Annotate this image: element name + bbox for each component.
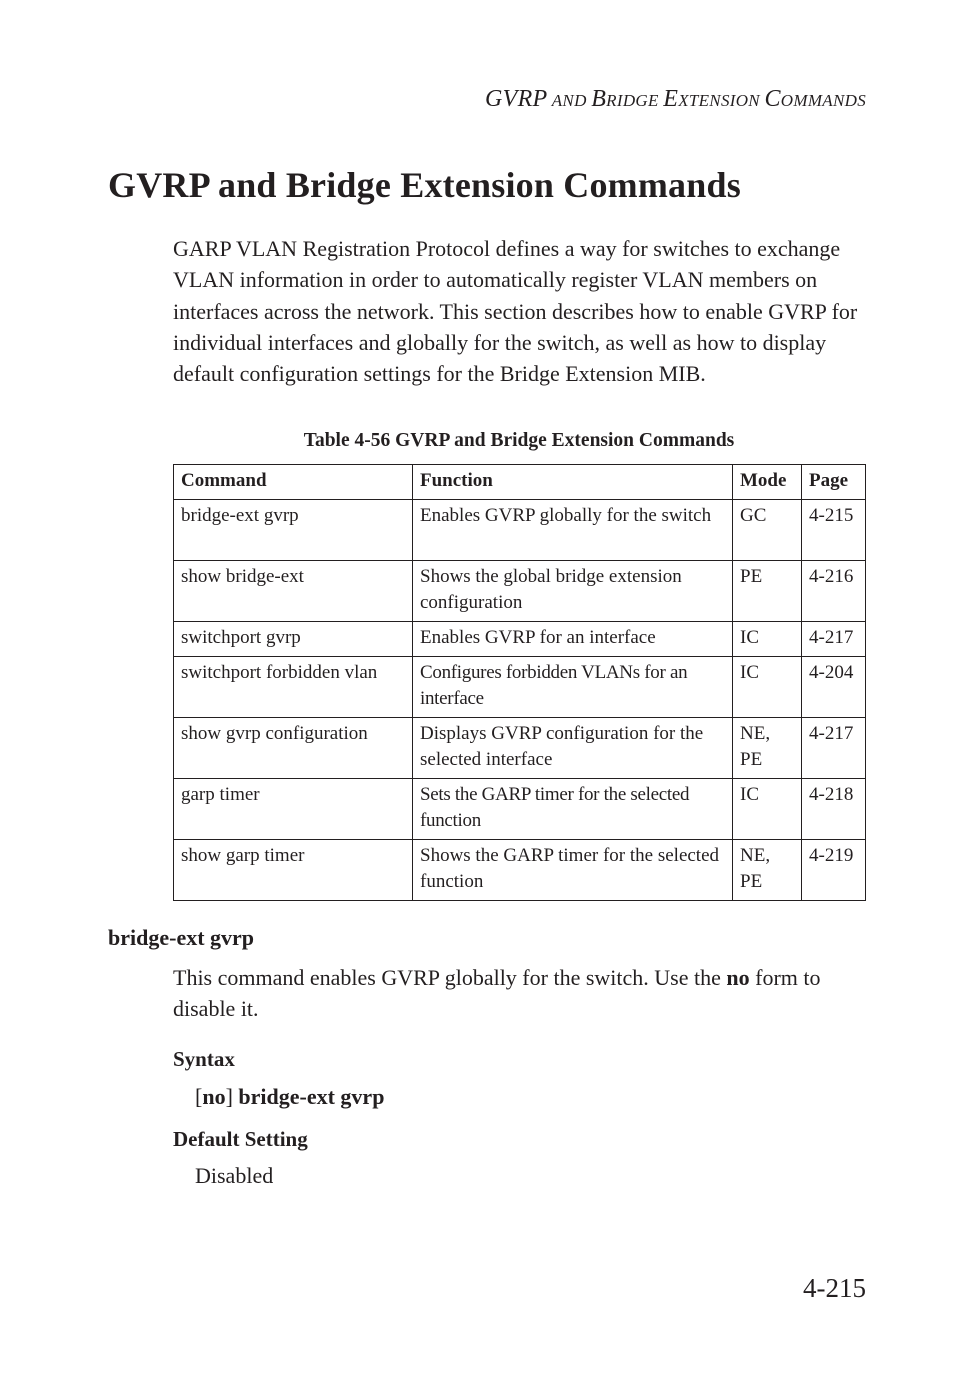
desc-no-keyword: no <box>726 965 750 990</box>
table-row <box>174 561 866 622</box>
cell-command: switchport forbidden vlan <box>174 657 413 718</box>
running-head-part: XTENSION <box>678 91 765 110</box>
desc-text: This command enables GVRP globally for the switch. Use the <box>173 965 727 990</box>
cell-command: show bridge-ext <box>174 561 413 622</box>
cell-page: 4-215 <box>802 500 866 561</box>
cell-page: 4-219 <box>802 840 866 901</box>
running-head-part: C <box>764 86 781 112</box>
syntax-command: bridge-ext gvrp <box>232 1084 385 1109</box>
commands-table <box>173 464 866 901</box>
table-row <box>174 657 866 718</box>
cell-command: garp timer <box>174 779 413 840</box>
cell-mode: NE, PE <box>733 718 802 779</box>
running-head-part: B <box>591 86 607 112</box>
cell-function: Enables GVRP for an interface <box>413 622 733 657</box>
running-head-part: RIDGE <box>606 91 664 110</box>
page-title: GVRP and Bridge Extension Commands <box>108 165 741 205</box>
cell-mode: IC <box>733 622 802 657</box>
default-setting-heading: Default Setting <box>173 1127 308 1151</box>
table-header-row <box>174 465 866 500</box>
table-row <box>174 718 866 779</box>
syntax-bracket: [ <box>195 1084 203 1109</box>
cell-mode: NE, PE <box>733 840 802 901</box>
cell-mode: PE <box>733 561 802 622</box>
table-caption: Table 4-56 GVRP and Bridge Extension Commands <box>303 430 735 451</box>
cell-page: 4-204 <box>802 657 866 718</box>
running-head-part: E <box>663 86 679 112</box>
cell-command: show gvrp configuration <box>174 718 413 779</box>
running-head-part: GVRP <box>484 86 548 112</box>
section-heading: bridge-ext gvrp <box>108 925 255 950</box>
cell-function: Shows the GARP timer for the selected function <box>413 840 733 901</box>
running-head <box>485 86 866 113</box>
header-page: Page <box>802 465 866 500</box>
syntax-no: no <box>202 1084 226 1109</box>
table-row <box>174 500 866 561</box>
running-head-part: AND <box>547 91 592 110</box>
table-row <box>174 622 866 657</box>
table-row <box>174 779 866 840</box>
cell-mode: IC <box>733 657 802 718</box>
cell-page: 4-217 <box>802 622 866 657</box>
cell-command: switchport gvrp <box>174 622 413 657</box>
command-description <box>173 962 873 1025</box>
syntax-heading: Syntax <box>173 1047 235 1071</box>
cell-command: bridge-ext gvrp <box>174 500 413 561</box>
default-setting-value: Disabled <box>195 1163 274 1188</box>
cell-page: 4-217 <box>802 718 866 779</box>
table-row <box>174 840 866 901</box>
cell-function: Configures forbidden VLANs for an interface <box>413 657 733 718</box>
header-mode: Mode <box>733 465 802 500</box>
desc-text: form to disable it. <box>173 965 821 1022</box>
cell-function: Sets the GARP timer for the selected function <box>413 779 733 840</box>
syntax-bracket: ] <box>225 1084 233 1109</box>
running-head-part: OMMANDS <box>780 91 866 110</box>
cell-mode: IC <box>733 779 802 840</box>
header-function: Function <box>413 465 733 500</box>
cell-command: show garp timer <box>174 840 413 901</box>
page-number: 4-215 <box>803 1273 866 1303</box>
cell-page: 4-218 <box>802 779 866 840</box>
header-command: Command <box>174 465 413 500</box>
intro-paragraph: GARP VLAN Registration Protocol defines a way for switches to exchange VLAN information in order to automatically register VLAN members on interfaces across the network. This section describes how to enable GVRP for individual interfaces and globally for the switch, as well as how to display default configuration settings for the Bridge Extension MIB. <box>173 236 858 387</box>
syntax-line <box>195 1084 384 1110</box>
cell-mode: GC <box>733 500 802 561</box>
cell-function: Enables GVRP globally for the switch <box>413 500 733 561</box>
cell-page: 4-216 <box>802 561 866 622</box>
cell-function: Shows the global bridge extension configuration <box>413 561 733 622</box>
cell-function: Displays GVRP configuration for the selected interface <box>413 718 733 779</box>
